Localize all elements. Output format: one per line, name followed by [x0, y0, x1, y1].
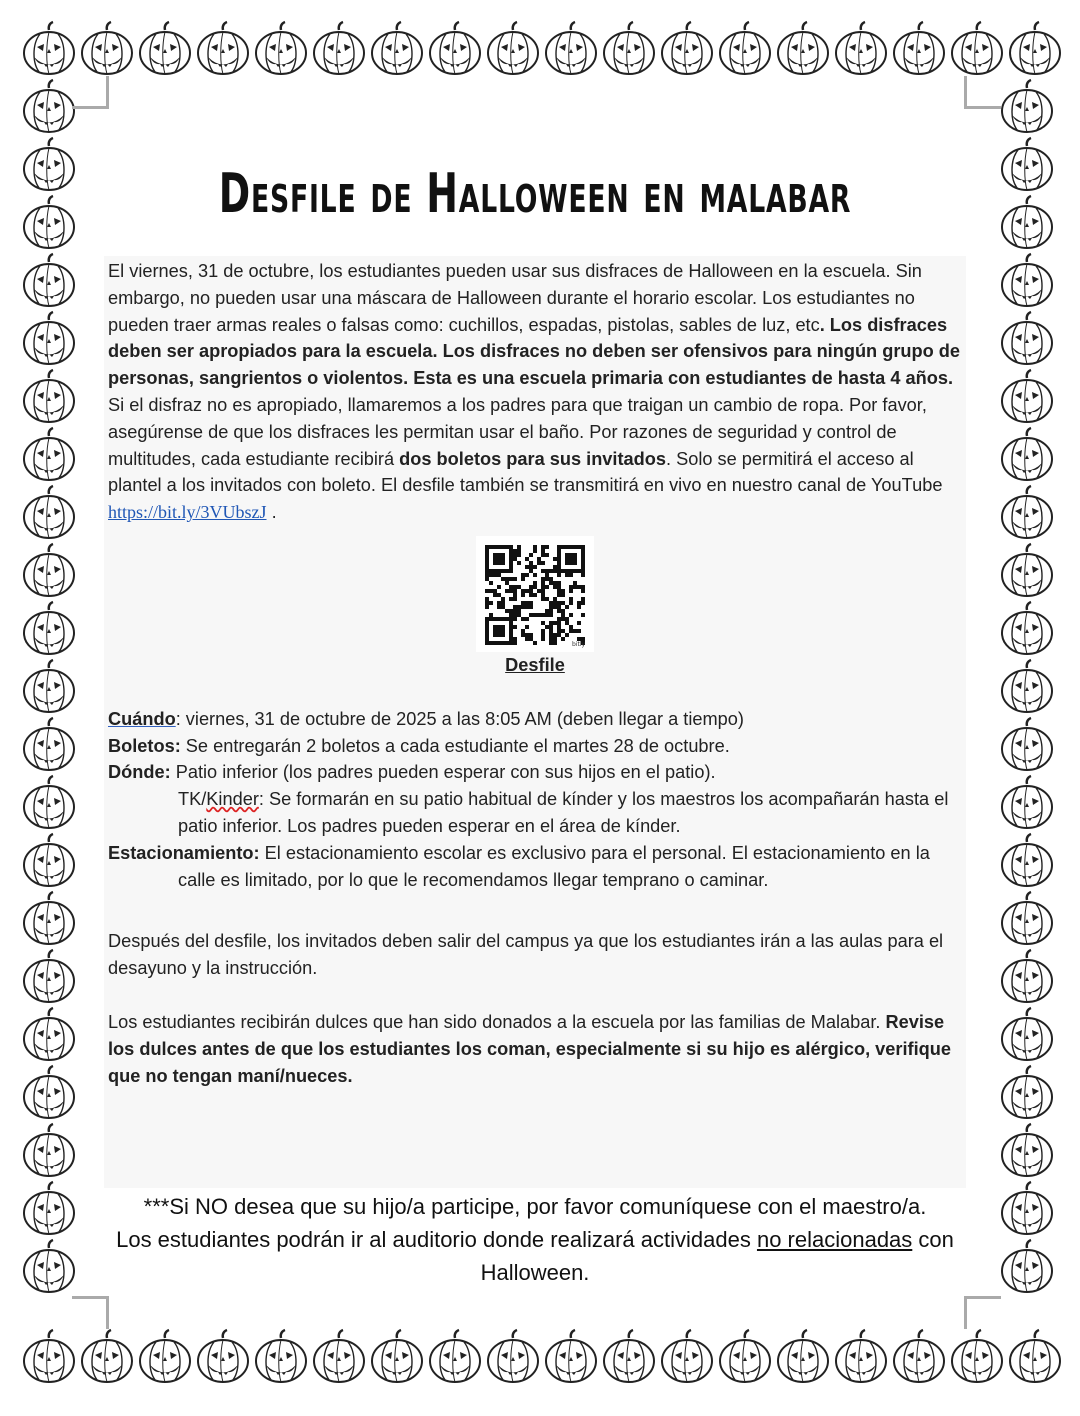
pumpkin-icon: [998, 1064, 1056, 1122]
pumpkin-icon: [20, 426, 78, 484]
tickets-label: Boletos:: [108, 735, 181, 756]
intro-text-a: El viernes, 31 de octubre, los estudiantes pueden usar sus disfraces de Halloween en la escuela. Sin embargo, no pueden usar una máscara de Halloween durante el horario escolar. Los estudiantes no pueden traer armas reales o falsas como: cuchillos, espadas, pistolas, sables de luz, etc: [108, 261, 922, 335]
pumpkin-icon: [20, 542, 78, 600]
detail-parking: [108, 840, 962, 894]
opt-out-text-b: con Halloween.: [480, 1227, 954, 1285]
pumpkin-icon: [542, 1328, 600, 1386]
pumpkin-icon: [20, 484, 78, 542]
opt-out-line2: [100, 1223, 970, 1289]
pumpkin-icon: [542, 20, 600, 78]
pumpkin-border-right: [998, 78, 1056, 1296]
tk-label: TK/: [178, 789, 207, 810]
pumpkin-icon: [20, 1064, 78, 1122]
opt-out-underlined: no relacionadas: [756, 1227, 913, 1252]
pumpkin-icon: [774, 1328, 832, 1386]
pumpkin-icon: [998, 194, 1056, 252]
pumpkin-icon: [890, 1328, 948, 1386]
corner-mark-bottom-right: [964, 1296, 1001, 1329]
intro-paragraph: [108, 258, 962, 526]
pumpkin-icon: [716, 20, 774, 78]
pumpkin-icon: [20, 136, 78, 194]
pumpkin-icon: [832, 20, 890, 78]
intro-bold-tickets: dos boletos para sus invitados: [399, 448, 666, 469]
pumpkin-icon: [368, 20, 426, 78]
pumpkin-icon: [20, 20, 78, 78]
pumpkin-icon: [998, 136, 1056, 194]
detail-where: [108, 759, 962, 786]
when-label: Cuándo: [108, 708, 176, 729]
pumpkin-icon: [1006, 1328, 1064, 1386]
pumpkin-icon: [78, 20, 136, 78]
pumpkin-icon: [998, 600, 1056, 658]
pumpkin-icon: [20, 716, 78, 774]
section-heading: Desfile: [505, 654, 565, 675]
corner-mark-top-left: [72, 76, 109, 109]
after-parade-paragraph: Después del desfile, los invitados deben salir del campus ya que los estudiantes irán a las aulas para el desayuno y la instrucción.: [108, 931, 944, 979]
corner-mark-bottom-left: [72, 1296, 109, 1329]
pumpkin-icon: [20, 832, 78, 890]
pumpkin-icon: [998, 890, 1056, 948]
intro-text-c: . Solo se permitirá el acceso al plantel a los invitados con boleto. El desfile también se transmitirá en vivo en nuestro canal de YouTube: [108, 448, 943, 496]
pumpkin-icon: [998, 368, 1056, 426]
opt-out-text-a: Los estudiantes podrán ir al auditorio donde realizará actividades: [116, 1227, 757, 1252]
pumpkin-icon: [1006, 20, 1064, 78]
pumpkin-icon: [136, 20, 194, 78]
link-period: .: [266, 502, 277, 523]
pumpkin-icon: [310, 20, 368, 78]
intro-bold-rules: . Los disfraces deben ser apropiados para la escuela. Los disfraces no deben ser ofensivos para ningún grupo de personas, sangrientos o violentos. Esta es una escuela primaria con estudiantes de hasta 4 años.: [108, 314, 961, 389]
pumpkin-icon: [368, 1328, 426, 1386]
pumpkin-icon: [426, 20, 484, 78]
corner-mark-top-right: [964, 76, 1001, 109]
where-label: Dónde:: [108, 762, 171, 783]
pumpkin-icon: [998, 1238, 1056, 1296]
pumpkin-icon: [20, 600, 78, 658]
detail-when: [108, 706, 962, 733]
where-text: Patio inferior (los padres pueden esperar con sus hijos en el patio).: [170, 762, 716, 783]
qr-code: [476, 536, 594, 652]
pumpkin-icon: [20, 310, 78, 368]
pumpkin-icon: [600, 1328, 658, 1386]
detail-tickets: [108, 733, 962, 760]
pumpkin-icon: [20, 1328, 78, 1386]
tickets-text: Se entregarán 2 boletos a cada estudiante el martes 28 de octubre.: [180, 735, 730, 756]
pumpkin-icon: [310, 1328, 368, 1386]
pumpkin-icon: [774, 20, 832, 78]
pumpkin-icon: [78, 1328, 136, 1386]
pumpkin-icon: [20, 890, 78, 948]
pumpkin-border-top: [20, 20, 1064, 78]
pumpkin-icon: [426, 1328, 484, 1386]
tk-text: : Se formarán en su patio habitual de kínder y los maestros los acompañarán hasta el patio inferior. Los padres pueden esperar en el área de kínder.: [178, 789, 949, 836]
pumpkin-icon: [998, 832, 1056, 890]
flyer-body: [104, 256, 966, 1188]
pumpkin-icon: [20, 948, 78, 1006]
pumpkin-icon: [948, 1328, 1006, 1386]
when-text: : viernes, 31 de octubre de 2025 a las 8:05 AM (deben llegar a tiempo): [175, 708, 744, 729]
pumpkin-icon: [998, 310, 1056, 368]
pumpkin-border-bottom: [20, 1328, 1064, 1386]
pumpkin-icon: [20, 1180, 78, 1238]
opt-out-notice: [100, 1190, 970, 1289]
pumpkin-icon: [20, 194, 78, 252]
pumpkin-icon: [998, 948, 1056, 1006]
pumpkin-icon: [20, 252, 78, 310]
pumpkin-icon: [20, 1238, 78, 1296]
pumpkin-icon: [252, 1328, 310, 1386]
pumpkin-icon: [194, 20, 252, 78]
candy-warning: Revise los dulces antes de que los estudiantes los coman, especialmente si su hijo es alérgico, verifique que no tengan maní/nueces.: [108, 1011, 951, 1086]
qr-brand-label: bitly: [572, 640, 586, 648]
pumpkin-icon: [194, 1328, 252, 1386]
pumpkin-icon: [998, 1122, 1056, 1180]
intro-text-b: Si el disfraz no es apropiado, llamaremos a los padres para que traigan un cambio de ropa. Por favor, asegúrense de que los disfraces les permitan usar el baño. Por razones de seguridad y control de multitudes, cada estudiante recibirá: [108, 394, 927, 469]
pumpkin-icon: [20, 658, 78, 716]
candy-paragraph: [108, 1009, 962, 1089]
pumpkin-icon: [890, 20, 948, 78]
youtube-link[interactable]: https://bit.ly/3VUbszJ: [108, 502, 267, 523]
pumpkin-icon: [658, 1328, 716, 1386]
pumpkin-icon: [716, 1328, 774, 1386]
pumpkin-icon: [484, 1328, 542, 1386]
pumpkin-icon: [998, 484, 1056, 542]
pumpkin-icon: [20, 774, 78, 832]
pumpkin-icon: [20, 1122, 78, 1180]
pumpkin-icon: [998, 426, 1056, 484]
pumpkin-icon: [600, 20, 658, 78]
candy-text: Los estudiantes recibirán dulces que han sido donados a la escuela por las familias de Malabar.: [108, 1011, 886, 1032]
pumpkin-icon: [998, 774, 1056, 832]
pumpkin-icon: [998, 78, 1056, 136]
pumpkin-icon: [998, 252, 1056, 310]
detail-tk-kinder: [108, 786, 962, 840]
pumpkin-icon: [484, 20, 542, 78]
pumpkin-icon: [20, 78, 78, 136]
parking-text: El estacionamiento escolar es exclusivo para el personal. El estacionamiento en la calle es limitado, por lo que le recomendamos llegar temprano o caminar.: [178, 842, 930, 890]
opt-out-line1: ***Si NO desea que su hijo/a participe, por favor comuníquese con el maestro/a.: [143, 1194, 927, 1219]
pumpkin-icon: [136, 1328, 194, 1386]
pumpkin-border-left: [20, 78, 78, 1296]
pumpkin-icon: [998, 1180, 1056, 1238]
pumpkin-icon: [998, 716, 1056, 774]
kinder-label: Kinder: [206, 789, 259, 810]
pumpkin-icon: [658, 20, 716, 78]
pumpkin-icon: [20, 1006, 78, 1064]
parking-label: Estacionamiento:: [108, 842, 260, 863]
pumpkin-icon: [998, 658, 1056, 716]
page-title: Desfile de Halloween en malabar: [218, 162, 852, 225]
pumpkin-icon: [832, 1328, 890, 1386]
pumpkin-icon: [20, 368, 78, 426]
pumpkin-icon: [998, 1006, 1056, 1064]
pumpkin-icon: [998, 542, 1056, 600]
pumpkin-icon: [252, 20, 310, 78]
pumpkin-icon: [948, 20, 1006, 78]
